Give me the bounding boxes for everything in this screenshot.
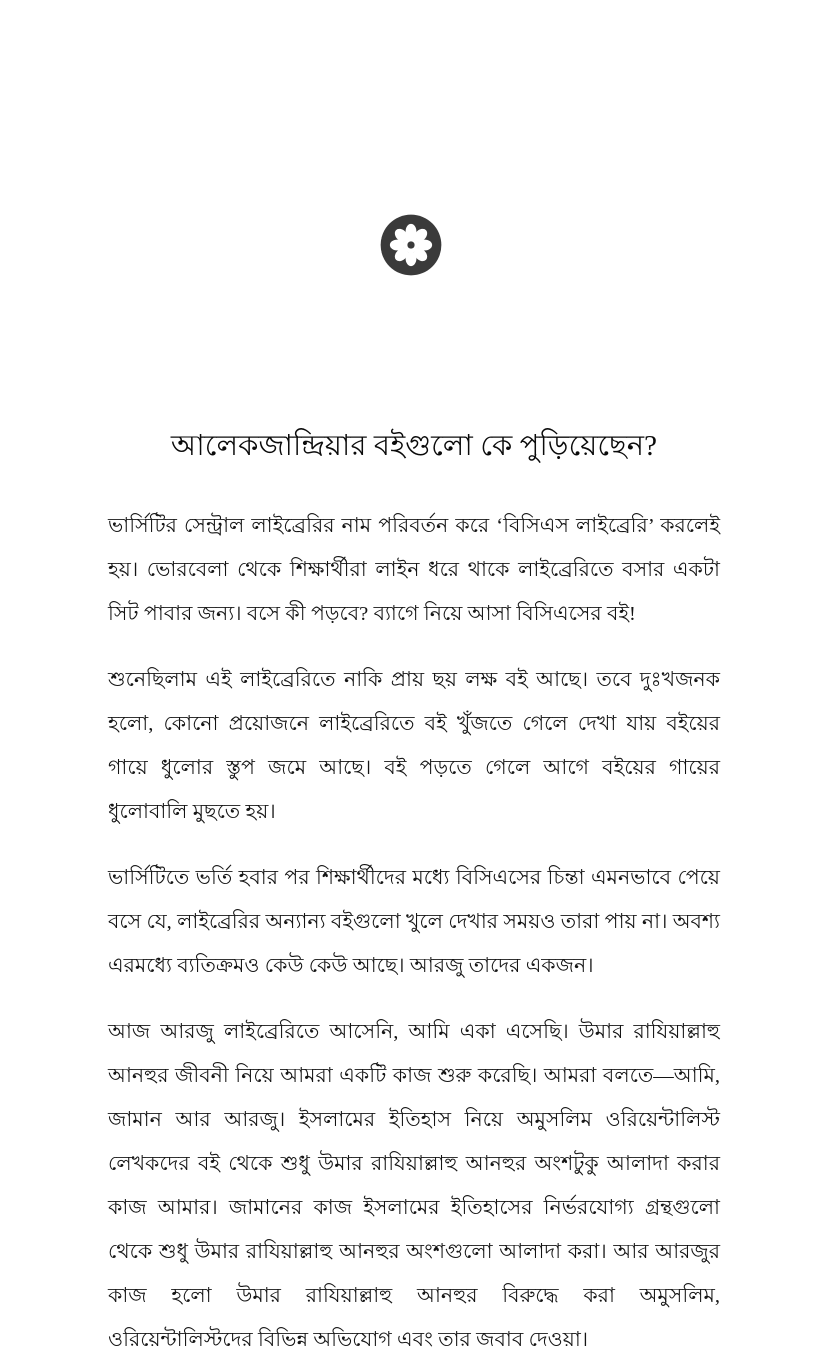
ornament-container <box>0 212 822 278</box>
body-paragraph: ভার্সিটিতে ভর্তি হবার পর শিক্ষার্থীদের মধ্যে বিসিএসের চিন্তা এমনভাবে পেয়ে বসে যে, লাইব্রেরির অন্যান্য বইগুলো খুলে দেখার সময়ও তারা পায় না। অবশ্য এরমধ্যে ব্যতিক্রমও কেউ কেউ আছে। আরজু তাদের একজন। <box>108 867 720 977</box>
body-paragraph: শুনেছিলাম এই লাইব্রেরিতে নাকি প্রায় ছয় লক্ষ বই আছে। তবে দুঃখজনক হলো, কোনো প্রয়োজনে লাইব্রেরিতে বই খুঁজতে গেলে দেখা যায় বইয়ের গায়ে ধুলোর স্তুপ জমে আছে। বই পড়তে গেলে আগে বইয়ের গায়ের ধুলোবালি মুছতে হয়। <box>108 669 720 823</box>
wheel-rosette-ornament-icon <box>378 212 444 278</box>
page-content <box>108 424 720 1362</box>
page-title: আলেকজান্দ্রিয়ার বইগুলো কে পুড়িয়েছেন? <box>170 430 658 462</box>
body-paragraph: ভার্সিটির সেন্ট্রাল লাইব্রেরির নাম পরিবর্তন করে ‘বিসিএস লাইব্রেরি’ করলেই হয়। ভোরবেলা থেকে শিক্ষার্থীরা লাইন ধরে থাকে লাইব্রেরিতে বসার একটা সিট পাবার জন্য। বসে কী পড়বে? ব্যাগে নিয়ে আসা বিসিএসের বই! <box>108 515 720 625</box>
body-paragraph: আজ আরজু লাইব্রেরিতে আসেনি, আমি একা এসেছি। উমার রাযিয়াল্লাহু আনহুর জীবনী নিয়ে আমরা একটি কাজ শুরু করেছি। আমরা বলতে—আমি, জামান আর আরজু। ইসলামের ইতিহাস নিয়ে অমুসলিম ওরিয়েন্টালিস্ট লেখকদের বই থেকে শুধু উমার রাযিয়াল্লাহু আনহুর অংশটুকু আলাদা করার কাজ আমার। জামানের কাজ ইসলামের ইতিহাসের নির্ভরযোগ্য গ্রন্থগুলো থেকে শুধু উমার রাযিয়াল্লাহু আনহুর অংশগুলো আলাদা করা। আর আরজুর কাজ হলো উমার রাযিয়াল্লাহু আনহুর বিরুদ্ধে করা অমুসলিম, ওরিয়েন্টালিস্টদের বিভিন্ন অভিযোগ এবং তার জবাব দেওয়া। <box>108 1021 720 1351</box>
